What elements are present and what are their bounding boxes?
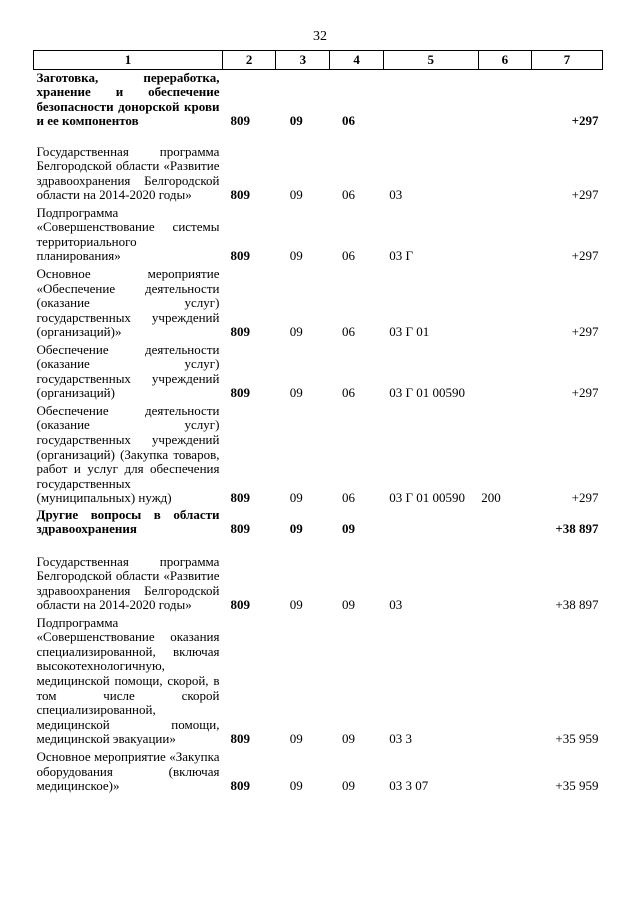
row-subsection-code: 06 xyxy=(341,113,355,129)
row-target-article: 03 xyxy=(389,597,403,613)
row-name: Обеспечение деятельности (оказание услуг) государственных учреждений (организаций) (Закупка товаров, работ и услуг для обеспечения государственных (муниципальных) нужд) xyxy=(36,402,220,506)
row-ministry-code: 809 xyxy=(230,731,250,747)
row-ministry-code: 809 xyxy=(230,521,250,537)
row-target-article: 03 Г 01 00590 xyxy=(389,490,465,506)
table-row xyxy=(34,507,603,538)
row-subsection-code: 06 xyxy=(341,490,355,506)
row-expense-type xyxy=(478,204,531,265)
table-row xyxy=(34,204,603,265)
row-ministry-code: 809 xyxy=(230,248,250,264)
row-section-code: 09 xyxy=(289,597,303,613)
row-target-article: 03 Г 01 00590 xyxy=(389,385,465,401)
header-row xyxy=(34,51,603,70)
row-target-article: 03 3 07 xyxy=(389,778,429,794)
header-col-6: 6 xyxy=(478,51,531,70)
row-amount: +297 xyxy=(571,187,599,203)
row-ministry-code: 809 xyxy=(230,385,250,401)
row-name: Государственная программа Белгородской области «Развитие здравоохранения Белгородской области на 2014-2020 годы» xyxy=(36,143,220,203)
row-subsection-code: 09 xyxy=(341,731,355,747)
row-subsection-code: 09 xyxy=(341,778,355,794)
row-expense-type: 200 xyxy=(481,490,501,506)
row-subsection-code: 06 xyxy=(341,385,355,401)
row-name: Основное мероприятие «Закупка оборудования (включая медицинское)» xyxy=(36,749,220,794)
row-expense-type xyxy=(478,507,531,538)
table-row xyxy=(34,70,603,131)
table-row xyxy=(34,265,603,341)
row-name: Другие вопросы в области здравоохранения xyxy=(36,506,220,537)
row-section-code: 09 xyxy=(289,113,303,129)
row-target-article xyxy=(383,507,478,538)
row-name: Государственная программа Белгородской области «Развитие здравоохранения Белгородской области на 2014-2020 годы» xyxy=(36,553,220,613)
row-amount: +35 959 xyxy=(555,778,599,794)
row-subsection-code: 06 xyxy=(341,187,355,203)
row-ministry-code: 809 xyxy=(230,778,250,794)
row-subsection-code: 06 xyxy=(341,324,355,340)
row-expense-type xyxy=(478,130,531,204)
row-amount: +297 xyxy=(571,385,599,401)
row-expense-type xyxy=(478,614,531,748)
table-row xyxy=(34,402,603,507)
row-section-code: 09 xyxy=(289,521,303,537)
row-target-article: 03 3 xyxy=(389,731,412,747)
row-amount: +297 xyxy=(571,113,599,129)
row-target-article xyxy=(383,70,478,131)
header-col-7: 7 xyxy=(531,51,602,70)
row-section-code: 09 xyxy=(289,778,303,794)
row-expense-type xyxy=(478,70,531,131)
row-amount: +297 xyxy=(571,248,599,264)
header-col-1: 1 xyxy=(34,51,223,70)
row-amount: +297 xyxy=(571,490,599,506)
row-name: Подпрограмма «Совершенствование системы территориального планирования» xyxy=(36,204,220,264)
row-section-code: 09 xyxy=(289,385,303,401)
row-name: Заготовка, переработка, хранение и обеспечение безопасности донорской крови и ее компонентов xyxy=(36,69,220,129)
row-target-article: 03 Г xyxy=(389,248,413,264)
table-header xyxy=(34,51,603,70)
table-row xyxy=(34,130,603,204)
table-body xyxy=(34,70,603,796)
row-amount: +38 897 xyxy=(555,597,599,613)
row-subsection-code: 09 xyxy=(341,521,355,537)
header-col-5: 5 xyxy=(383,51,478,70)
row-ministry-code: 809 xyxy=(230,113,250,129)
row-expense-type xyxy=(478,341,531,402)
header-col-4: 4 xyxy=(330,51,383,70)
row-name: Основное мероприятие «Обеспечение деятельности (оказание услуг) государственных учреждений (организаций)» xyxy=(36,266,220,340)
budget-table xyxy=(33,50,603,795)
table-row xyxy=(34,538,603,614)
row-subsection-code: 06 xyxy=(341,248,355,264)
row-expense-type xyxy=(478,748,531,795)
table-row xyxy=(34,341,603,402)
row-subsection-code: 09 xyxy=(341,597,355,613)
row-amount: +35 959 xyxy=(555,731,599,747)
header-col-3: 3 xyxy=(276,51,330,70)
row-ministry-code: 809 xyxy=(230,597,250,613)
row-target-article: 03 xyxy=(389,187,403,203)
table-row xyxy=(34,614,603,748)
row-ministry-code: 809 xyxy=(230,187,250,203)
row-amount: +38 897 xyxy=(555,521,599,537)
row-section-code: 09 xyxy=(289,187,303,203)
row-section-code: 09 xyxy=(289,324,303,340)
row-expense-type xyxy=(478,538,531,614)
header-col-2: 2 xyxy=(222,51,275,70)
row-target-article: 03 Г 01 xyxy=(389,324,430,340)
row-ministry-code: 809 xyxy=(230,324,250,340)
page-number: 32 xyxy=(313,29,327,44)
row-section-code: 09 xyxy=(289,248,303,264)
table-row xyxy=(34,748,603,795)
row-name: Обеспечение деятельности (оказание услуг) государственных учреждений (организаций) xyxy=(36,341,220,401)
row-amount: +297 xyxy=(571,324,599,340)
row-ministry-code: 809 xyxy=(230,490,250,506)
row-expense-type xyxy=(478,265,531,341)
row-section-code: 09 xyxy=(289,731,303,747)
row-name: Подпрограмма «Совершенствование оказания специализированной, включая высокотехнологичную, медицинской помощи, скорой, в том числе скорой специализированной, медицинской помощи, медицинской эвакуации» xyxy=(36,614,220,747)
row-section-code: 09 xyxy=(289,490,303,506)
